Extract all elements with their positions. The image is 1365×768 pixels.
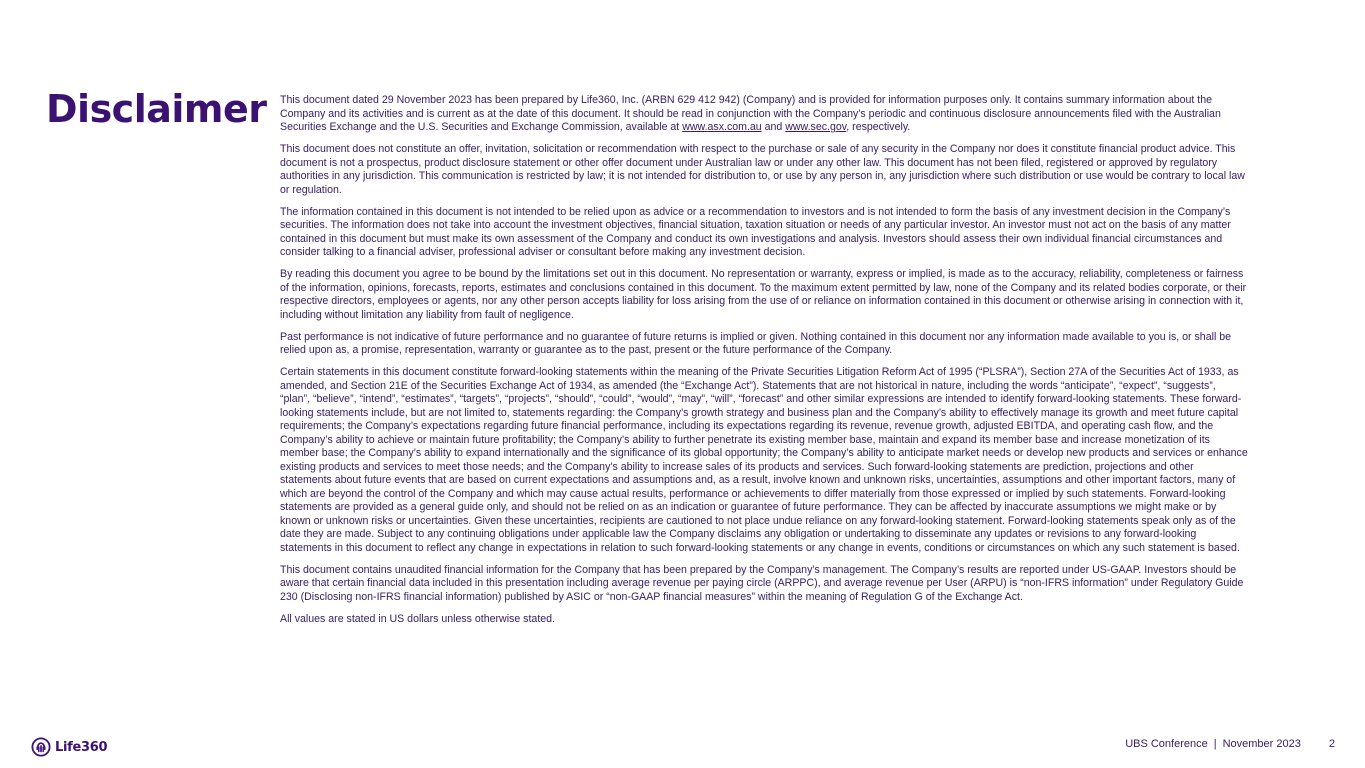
- disclaimer-body: [280, 94, 1248, 635]
- footer-logo: [31, 736, 107, 758]
- paragraph-1-end: , respectively.: [846, 121, 911, 133]
- footer-date: November 2023: [1222, 738, 1301, 750]
- sec-link[interactable]: www.sec.gov: [785, 121, 847, 133]
- asx-link[interactable]: www.asx.com.au: [682, 121, 762, 133]
- life360-logo-icon: [31, 737, 51, 757]
- paragraph-2: This document does not constitute an offer, invitation, solicitation or recommendation with respect to the purchase or sale of any security in the Company nor does it constitute financial product advice. This document is not a prospectus, product disclosure statement or other offer document under Australian law or under any other law. This document has not been filed, registered or approved by regulatory authorities in any jurisdiction. This communication is restricted by law; it is not intended for distribution to, or use by any person in, any jurisdiction where such distribution or use would be contrary to local law or regulation.: [280, 143, 1245, 196]
- paragraph-4: By reading this document you agree to be bound by the limitations set out in this document. No representation or warranty, express or implied, is made as to the accuracy, reliability, completeness or fairness of the information, opinions, forecasts, reports, estimates and conclusions contained in this document. To the maximum extent permitted by law, none of the Company and its related bodies corporate, or their respective directors, employees or agents, nor any other person accepts liability for loss arising from the use of or reliance on information contained in this document or otherwise arising in connection with it, including without limitation any liability from fault of negligence.: [280, 268, 1247, 321]
- paragraph-1: [280, 94, 1248, 135]
- page-number: 2: [1328, 738, 1335, 750]
- footer-separator: |: [1213, 738, 1217, 750]
- logo-wordmark: Life360: [55, 739, 108, 755]
- footer-info: [1125, 738, 1335, 750]
- footer-conference: UBS Conference: [1125, 738, 1208, 750]
- paragraph-8: All values are stated in US dollars unless otherwise stated.: [280, 612, 555, 625]
- paragraph-3: The information contained in this document is not intended to be relied upon as advice or a recommendation to investors and is not intended to form the basis of any investment decision in the Company’s securities. The information does not take into account the investment objectives, financial situation, taxation situation or needs of any particular investor. An investor must not act on the basis of any matter contained in this document but must make its own assessment of the Company and conduct its own investigations and analysis. Investors should assess their own individual financial circumstances and consider talking to a financial adviser, professional adviser or consultant before making any investment decision.: [280, 205, 1231, 258]
- paragraph-6: Certain statements in this document constitute forward-looking statements within the meaning of the Private Securities Litigation Reform Act of 1995 (“PLSRA”), Section 27A of the Securities Act of 1933, as amended, and Section 21E of the Securities Exchange Act of 1934, as amended (the “Exchange Act”). Statements that are not historical in nature, including the words “anticipate”, “expect”, “suggests”, “plan”, “believe”, “intend”, “estimates”, “targets”, “projects”, “should”, “could”, “would”, “may”, “will”, “forecast” and other similar expressions are intended to identify forward-looking statements. These forward-looking statements include, but are not limited to, statements regarding: the Company’s growth strategy and business plan and the Company’s ability to effectively manage its growth and meet future capital requirements; the Company’s expectations regarding future financial performance, including its expectations regarding its revenue, revenue growth, adjusted EBITDA, and operating cash flow, and the Company’s ability to achieve or maintain future profitability; the Company’s ability to further penetrate its existing member base, maintain and expand its member base and increase monetization of its member base; the Company’s ability to expand internationally and the significance of its global opportunity; the Company’s ability to anticipate market needs or develop new products and services or enhance existing products and services to meet those needs; and the Company’s ability to increase sales of its products and services. Such forward-looking statements are prediction, projections and other statements about future events that are based on current expectations and assumptions and, as a result, involve known and unknown risks, uncertainties, assumptions and other important factors, many of which are beyond the control of the Company and which may cause actual results, performance or achievements to differ materially from those expressed or implied by such statements. Forward-looking statements are provided as a general guide only, and should not be relied on as an indication or guarantee of future performance. They can be affected by inaccurate assumptions we might make or by known or unknown risks or uncertainties. Given these uncertainties, recipients are cautioned to not place undue reliance on any forward-looking statement. Forward-looking statements speak only as of the date they are made. Subject to any continuing obligations under applicable law the Company disclaims any obligation or undertaking to disseminate any updates or revisions to any forward-looking statements in this document to reflect any change in expectations in relation to such forward-looking statements or any change in events, conditions or circumstances on which any such statement is based.: [280, 366, 1248, 554]
- page-title: Disclaimer: [46, 87, 267, 131]
- paragraph-1-and: and: [761, 121, 786, 133]
- paragraph-1-text: This document dated 29 November 2023 has been prepared by Life360, Inc. (ARBN 629 412 942) (Company) and is provided for information purposes only. It contains summary information about the Company and its activities and is current as at the date of this document. It should be read in conjunction with the Company’s periodic and continuous disclosure announcements filed with the Australian Securities Exchange and the U.S. Securities and Exchange Commission, available at: [280, 94, 1221, 133]
- paragraph-7: This document contains unaudited financial information for the Company that has been prepared by the Company’s management. The Company’s results are reported under US-GAAP. Investors should be aware that certain financial data included in this presentation including average revenue per paying circle (ARPPC), and average revenue per User (ARPU) is “non-IFRS information” under Regulatory Guide 230 (Disclosing non-IFRS financial information) published by ASIC or “non-GAAP financial measures” within the meaning of Regulation G of the Exchange Act.: [280, 563, 1244, 603]
- paragraph-5: Past performance is not indicative of future performance and no guarantee of future returns is implied or given. Nothing contained in this document nor any information made available to you is, or shall be relied upon as, a promise, representation, warranty or guarantee as to the past, present or the future performance of the Company.: [280, 330, 1232, 356]
